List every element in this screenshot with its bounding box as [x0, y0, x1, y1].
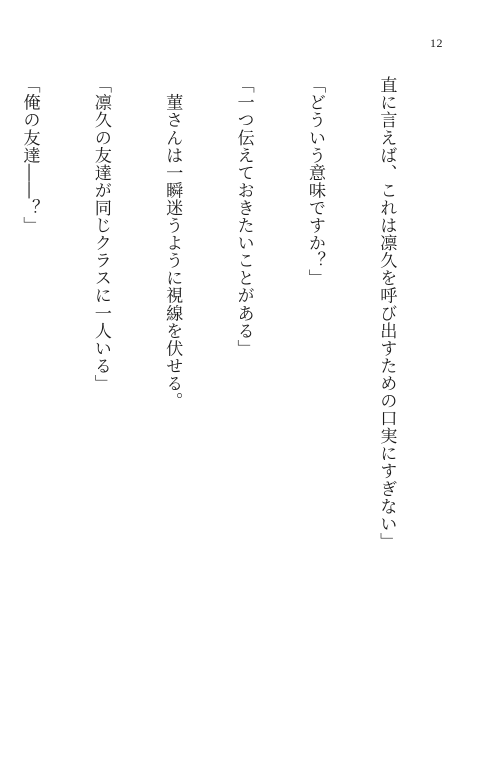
text-line: 直に言えば、これは凛久を呼び出すための口実にすぎない」	[376, 76, 397, 550]
text-line: 「凛久の友達が同じクラスに一人いる」	[90, 76, 111, 392]
vertical-text-body	[0, 76, 445, 676]
text-line: 「どういう意味ですか？」	[305, 76, 326, 287]
page-number: 12	[430, 36, 443, 50]
text-line: 「俺の友達――？」	[19, 76, 40, 234]
text-line: 「一つ伝えておきたいことがある」	[233, 76, 254, 357]
text-line: 菫さんは一瞬迷うように視線を伏せる。	[162, 76, 183, 410]
